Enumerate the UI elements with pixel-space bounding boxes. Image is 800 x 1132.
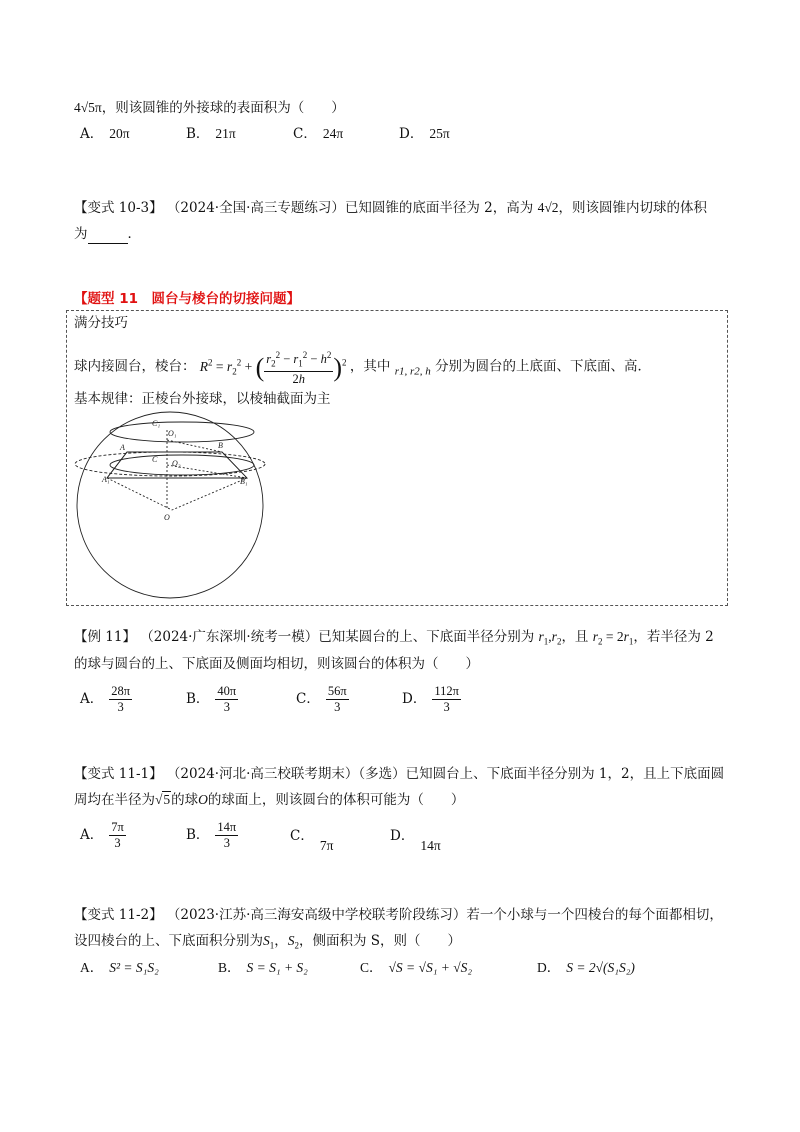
q11-1-option-b[interactable]: B． $\frac{14\pi}{3}$ bbox=[186, 820, 237, 850]
q10-2-option-a[interactable]: A． 20π bbox=[80, 126, 130, 142]
upper-circle bbox=[110, 422, 254, 442]
q11-1-option-a[interactable]: A． $\frac{7\pi}{3}$ bbox=[80, 820, 124, 850]
label-o: O bbox=[164, 513, 170, 522]
q10-2-leading-expr: 4√5π bbox=[74, 100, 102, 115]
q11-2-option-d[interactable]: D． S = 2√(S₁S₂) bbox=[537, 960, 635, 975]
q10-3-line1: 【变式 10-3】 （2024·全国·高三专题练习）已知圆锥的底面半径为 2，高为 4√2，则该圆锥内切球的体积 bbox=[74, 200, 707, 216]
sphere-outline bbox=[77, 412, 263, 598]
formula-sphere-frustum: $R^2 = r_2^2$ + ( $\frac{r_2^2 - r_1^2 - h^2}{2h}$ )$^2$ bbox=[199, 349, 347, 387]
label-c1: C₁ bbox=[152, 419, 161, 428]
frustum-sphere-figure bbox=[72, 410, 272, 600]
label-a: A bbox=[120, 443, 125, 452]
middle-circle bbox=[110, 455, 254, 475]
q11-2-source: （2023·江苏·高三海安高级中学校联考阶段练习） bbox=[166, 907, 467, 923]
tip-formula-line: 球内接圆台，棱台： $R^2 = r_2^2$ + ( $\frac{r_2^2 - r_1^2 - h^2}{2h}$ )$^2$ ，其中 $_{r1, r2, h}$ 分别为圆台的上底面、下底面、高． bbox=[74, 349, 652, 387]
formula-vars: r1, r2, h bbox=[394, 365, 431, 378]
q11-1-tag: 【变式 11-1】 bbox=[74, 766, 163, 782]
label-b: B bbox=[218, 441, 223, 450]
label-o2: O₂ bbox=[172, 459, 181, 468]
label-a1: A₁ bbox=[102, 475, 110, 484]
q11-1-option-c[interactable]: C．7π bbox=[290, 828, 334, 853]
ex11-option-d[interactable]: D． $\frac{112\pi}{3}$ bbox=[402, 684, 459, 714]
q10-2-stem-text: ，则该圆锥的外接球的表面积为（ ） bbox=[101, 100, 345, 116]
q11-1-option-d[interactable]: D．14π bbox=[390, 828, 441, 853]
q10-3-height: 4√2 bbox=[537, 200, 559, 215]
ex11-tag: 【例 11】 bbox=[74, 629, 136, 645]
q10-2-option-d[interactable]: D． 25π bbox=[399, 126, 450, 142]
ex11-line1: 【例 11】 （2024·广东深圳·统考一模）已知某圆台的上、下底面半径分别为 $r_1,r_2$，且 $r_2 = 2r_1$，若半径为 2 bbox=[74, 629, 714, 647]
ex11-source: （2024·广东深圳·统考一模） bbox=[140, 629, 319, 645]
q11-1-line2: 周均在半径为√5的球O的球面上，则该圆台的体积可能为（ ） bbox=[74, 792, 465, 808]
ex11-option-a[interactable]: A． $\frac{28\pi}{3}$ bbox=[80, 684, 131, 714]
section-heading-type11: 【题型 11 圆台与棱台的切接问题】 bbox=[74, 291, 300, 307]
q11-2-tag: 【变式 11-2】 bbox=[74, 907, 163, 923]
q11-2-option-a[interactable]: A． S² = S₁S₂ bbox=[80, 960, 159, 975]
q11-1-source: （2024·河北·高三校联考期末）（多选） bbox=[166, 766, 406, 782]
q10-2-option-c[interactable]: C． 24π bbox=[293, 126, 344, 142]
tip-title: 满分技巧 bbox=[74, 315, 128, 331]
q10-3-line2: 为 ． bbox=[74, 226, 141, 242]
ex11-option-c[interactable]: C． $\frac{56\pi}{3}$ bbox=[296, 684, 347, 714]
q10-2-option-b[interactable]: B． 21π bbox=[186, 126, 236, 142]
tip-rule: 基本规律：正棱台外接球，以棱轴截面为主 bbox=[74, 391, 331, 407]
q10-3-source: （2024·全国·高三专题练习） bbox=[166, 200, 345, 216]
q11-2-line2: 设四棱台的上、下底面积分别为$S_1$，$S_2$，侧面积为 S，则（ ） bbox=[74, 933, 462, 951]
q11-2-line1: 【变式 11-2】 （2023·江苏·高三海安高级中学校联考阶段练习）若一个小球与一个四棱台的每个面都相切， bbox=[74, 907, 723, 923]
label-c: C bbox=[152, 455, 158, 464]
answer-blank[interactable] bbox=[88, 229, 128, 244]
label-b1: B₁ bbox=[240, 477, 248, 486]
ex11-line2: 的球与圆台的上、下底面及侧面均相切，则该圆台的体积为（ ） bbox=[74, 656, 479, 672]
ex11-option-b[interactable]: B． $\frac{40\pi}{3}$ bbox=[186, 684, 237, 714]
q11-1-line1: 【变式 11-1】 （2024·河北·高三校联考期末）（多选）已知圆台上、下底面半径分别为 1，2，且上下底面圆 bbox=[74, 766, 725, 782]
q10-2-stem bbox=[74, 98, 345, 118]
q11-2-option-c[interactable]: C． √S = √S₁ + √S₂ bbox=[360, 960, 473, 975]
label-o1: O₁ bbox=[168, 429, 177, 438]
q11-2-option-b[interactable]: B． S = S₁ + S₂ bbox=[218, 960, 308, 975]
q10-3-tag: 【变式 10-3】 bbox=[74, 200, 163, 216]
equator-circle bbox=[75, 452, 265, 476]
